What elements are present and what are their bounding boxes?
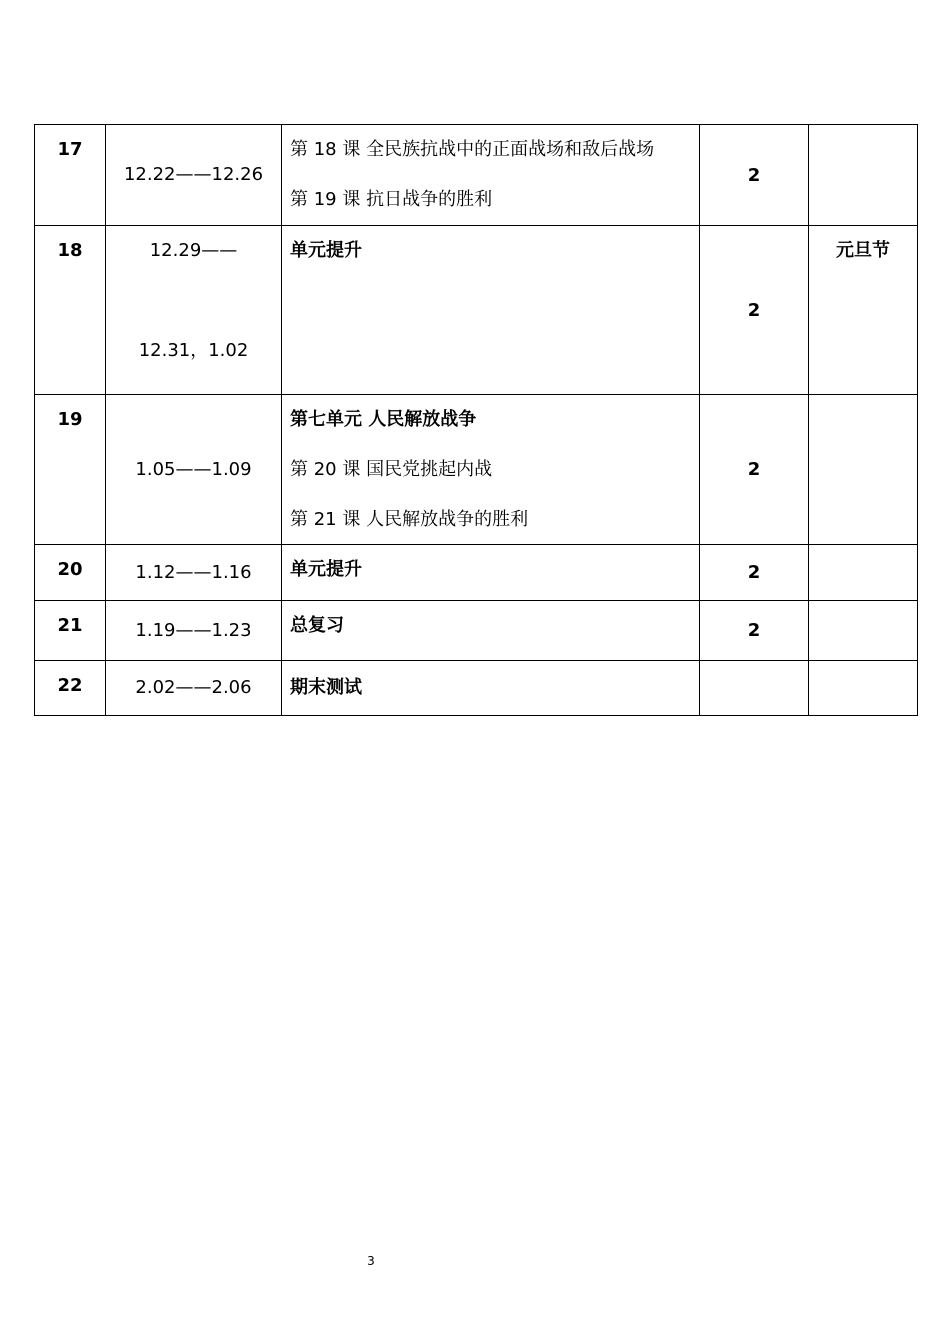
hours-cell [700,395,809,545]
hours-value: 2 [747,299,761,321]
note-cell [809,395,918,545]
content-cell [282,226,700,395]
date-range: 12.31，1.02 [138,340,249,361]
week-cell [35,226,106,395]
note-text [809,125,917,139]
content-cell [282,395,700,545]
note-text [809,601,917,615]
week-number: 17 [57,139,83,160]
table-row [35,601,918,661]
week-cell [35,395,106,545]
week-cell [35,125,106,226]
date-cell [106,226,282,395]
note-cell [809,661,918,716]
hours-value: 2 [747,620,761,641]
date-cell [106,125,282,226]
hours-value: 2 [747,164,761,186]
date-range: 2.02——2.06 [135,677,252,698]
date-range: 12.22——12.26 [123,164,264,185]
table-row [35,395,918,545]
date-cell [106,601,282,661]
week-cell [35,601,106,661]
note-text [809,395,917,409]
date-range: 12.29—— [149,240,238,261]
date-cell [106,661,282,716]
note-cell [809,125,918,226]
hours-value: 2 [747,459,761,480]
hours-cell [700,661,809,716]
week-cell [35,661,106,716]
note-cell [809,545,918,601]
note-cell [809,601,918,661]
lesson-line: 单元提升 [290,559,362,580]
week-number: 19 [57,409,83,430]
lesson-line: 第 21 课 人民解放战争的胜利 [290,509,529,530]
note-cell [809,226,918,395]
hours-cell [700,601,809,661]
hours-cell [700,226,809,395]
note-text: 元旦节 [836,240,890,261]
table-row [35,661,918,716]
hours-value: 2 [747,562,761,583]
hours-cell [700,125,809,226]
unit-title: 第七单元 人民解放战争 [290,409,477,430]
hours-cell [700,545,809,601]
table-row [35,125,918,226]
content-cell [282,545,700,601]
content-cell [282,661,700,716]
week-number: 21 [57,615,83,636]
content-cell [282,601,700,661]
page-number: 3 [367,1254,375,1268]
content-cell [282,125,700,226]
date-cell [106,545,282,601]
schedule-table [34,124,918,716]
date-range: 1.12——1.16 [135,561,252,583]
date-range: 1.19——1.23 [135,619,252,641]
lesson-line: 期末测试 [290,677,362,698]
note-text [809,661,917,675]
note-text [809,545,917,559]
date-range: 1.05——1.09 [135,458,252,480]
lesson-line: 单元提升 [290,240,362,261]
date-cell [106,395,282,545]
lesson-line: 总复习 [290,615,344,636]
table-row [35,226,918,395]
week-number: 22 [57,675,83,696]
week-number: 18 [57,240,83,261]
lesson-line: 第 18 课 全民族抗战中的正面战场和敌后战场 [290,139,655,160]
lesson-line: 第 20 课 国民党挑起内战 [290,459,493,480]
week-number: 20 [57,559,83,580]
lesson-line: 第 19 课 抗日战争的胜利 [290,189,493,210]
table-row [35,545,918,601]
week-cell [35,545,106,601]
